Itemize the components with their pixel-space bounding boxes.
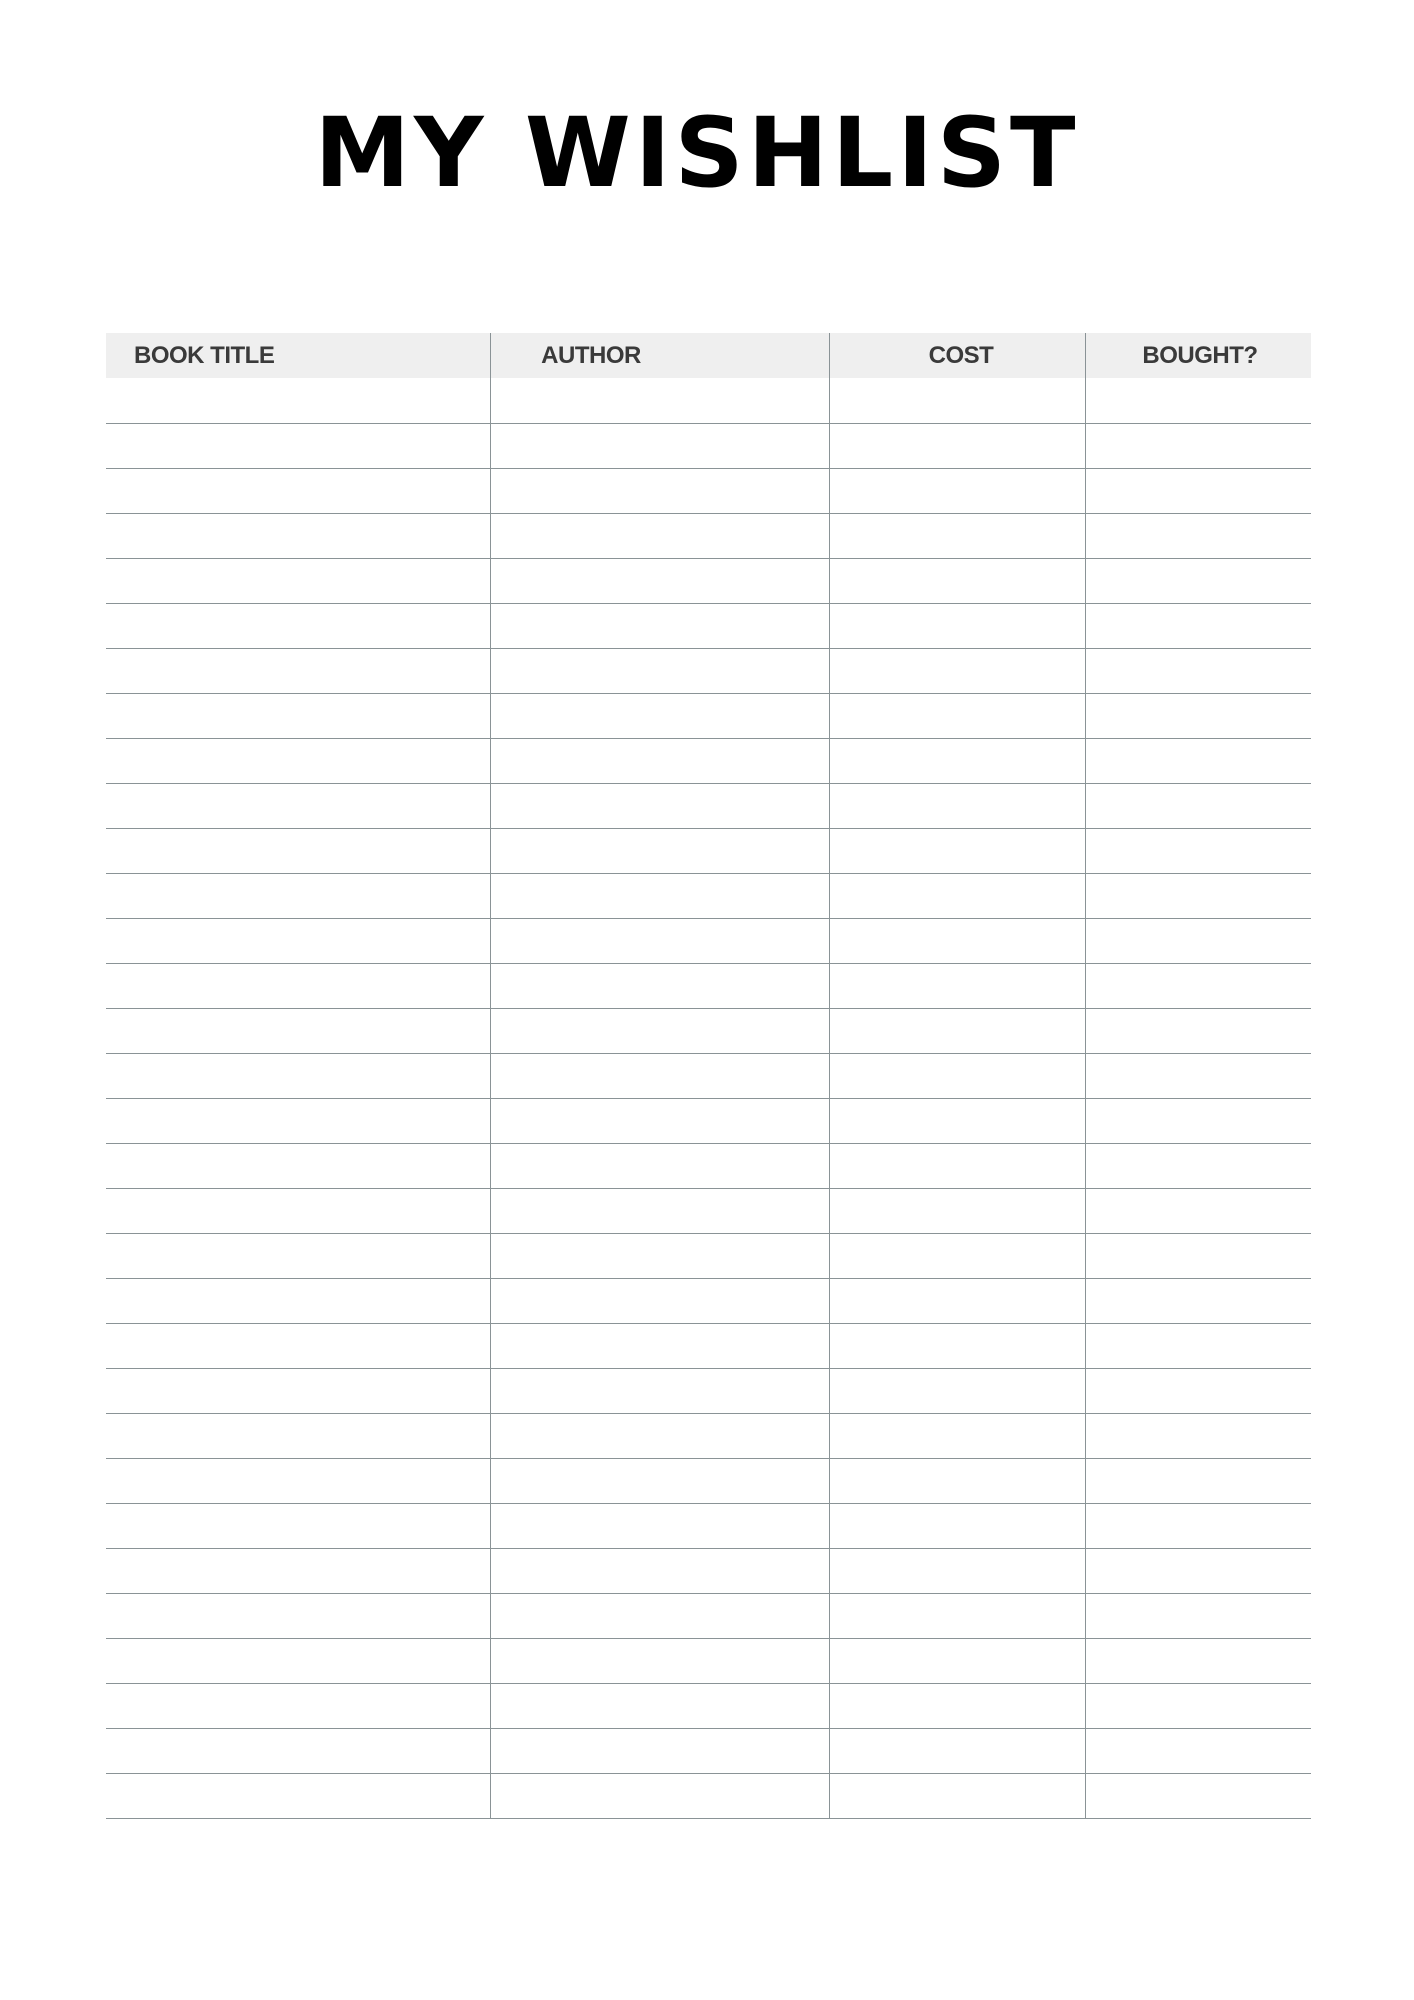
page-title: MY WISHLIST (314, 97, 1080, 209)
table-row (106, 648, 1311, 649)
table-row (106, 1728, 1311, 1729)
column-header-bought: BOUGHT? (1142, 342, 1258, 369)
table-row (106, 1323, 1311, 1324)
table-row (106, 1818, 1311, 1819)
table-row (106, 1593, 1311, 1594)
table-row (106, 1548, 1311, 1549)
wishlist-table (106, 333, 1311, 378)
table-row (106, 1773, 1311, 1774)
column-divider (829, 333, 830, 1818)
table-row (106, 513, 1311, 514)
table-row (106, 963, 1311, 964)
column-divider (1085, 333, 1086, 1818)
column-header-cost: COST (928, 342, 994, 369)
table-row (106, 1188, 1311, 1189)
table-row (106, 1638, 1311, 1639)
table-row (106, 828, 1311, 829)
table-row (106, 468, 1311, 469)
table-row (106, 1098, 1311, 1099)
table-row (106, 738, 1311, 739)
table-row (106, 603, 1311, 604)
table-row (106, 1233, 1311, 1234)
table-row (106, 1143, 1311, 1144)
table-row (106, 783, 1311, 784)
table-row (106, 693, 1311, 694)
table-row (106, 1458, 1311, 1459)
table-row (106, 1278, 1311, 1279)
table-row (106, 1053, 1311, 1054)
column-header-book-title: BOOK TITLE (134, 342, 275, 369)
table-row (106, 918, 1311, 919)
column-header-author: AUTHOR (541, 342, 641, 369)
column-divider (490, 333, 491, 1818)
table-row (106, 1008, 1311, 1009)
table-header-row (106, 333, 1311, 378)
table-row (106, 1413, 1311, 1414)
table-row (106, 1503, 1311, 1504)
table-row (106, 558, 1311, 559)
table-row (106, 873, 1311, 874)
table-row (106, 1683, 1311, 1684)
table-row (106, 1368, 1311, 1369)
table-row (106, 423, 1311, 424)
